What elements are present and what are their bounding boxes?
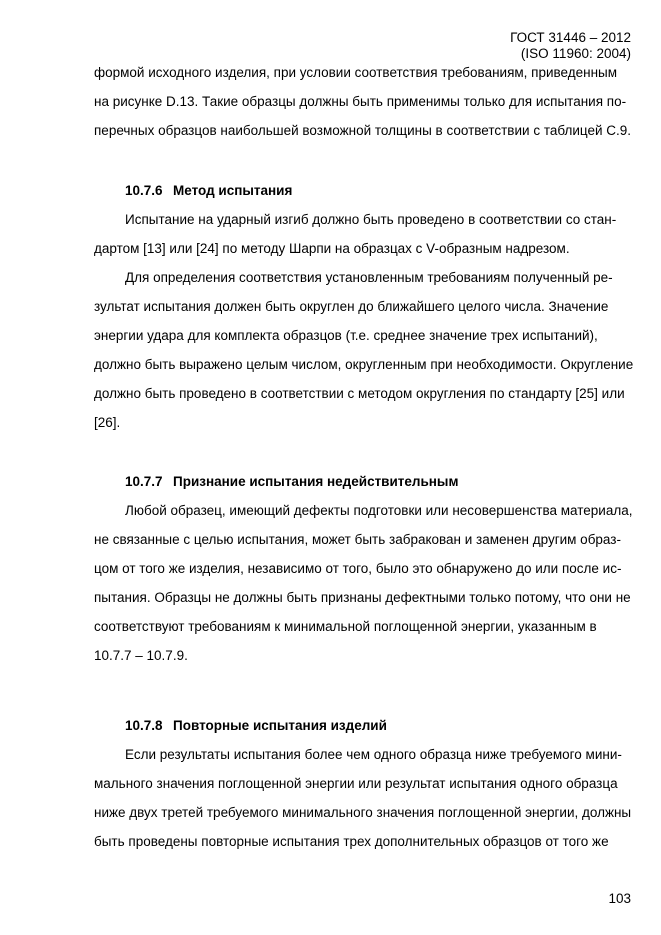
- section-number: 10.7.7: [125, 474, 163, 489]
- text-line: мального значения поглощенной энергии или результат испытания одного образца: [94, 776, 618, 791]
- section-heading-10-7-8: [125, 718, 387, 734]
- text-line: не связанные с целью испытания, может быть забракован и заменен другим образ-: [94, 532, 621, 547]
- text-line: ниже двух третей требуемого минимального значения поглощенной энергии, должны: [94, 805, 632, 820]
- text-line: перечных образцов наибольшей возможной толщины в соответствии с таблицей С.9.: [94, 123, 632, 138]
- section-heading-10-7-7: [125, 474, 458, 490]
- text-line: должно быть выражено целым числом, округленным при необходимости. Округление: [94, 357, 634, 372]
- text-line: должно быть проведено в соответствии с методом округления по стандарту [25] или: [94, 386, 625, 401]
- section-title: Признание испытания недействительным: [173, 474, 459, 489]
- text-line: 10.7.7 – 10.7.9.: [94, 648, 188, 663]
- section-title: Метод испытания: [173, 183, 293, 198]
- text-line: цом от того же изделия, независимо от того, было это обнаружено до или после ис-: [94, 561, 622, 576]
- section-number: 10.7.8: [125, 718, 163, 733]
- text-line: быть проведены повторные испытания трех дополнительных образцов от того же: [94, 834, 609, 849]
- text-line: энергии удара для комплекта образцов (т.е. среднее значение трех испытаний),: [94, 328, 598, 343]
- text-line: на рисунке D.13. Такие образцы должны быть применимы только для испытания по-: [94, 94, 627, 109]
- document-iso-header: (ISO 11960: 2004): [520, 46, 631, 61]
- document-standard-header: ГОСТ 31446 – 2012: [510, 30, 631, 45]
- text-line: пытания. Образцы не должны быть признаны дефектными только потому, что они не: [94, 590, 631, 605]
- text-line: Если результаты испытания более чем одного образца ниже требуемого мини-: [125, 747, 622, 762]
- text-line: [26].: [94, 415, 121, 430]
- text-line: формой исходного изделия, при условии соответствия требованиям, приведенным: [94, 65, 618, 80]
- page-number: 103: [608, 891, 631, 906]
- section-heading-10-7-6: [125, 183, 292, 199]
- text-line: зультат испытания должен быть округлен до ближайшего целого числа. Значение: [94, 299, 609, 314]
- text-line: Любой образец, имеющий дефекты подготовки или несовершенства материала,: [125, 503, 633, 518]
- text-line: соответствуют требованиям к минимальной поглощенной энергии, указанным в: [94, 619, 597, 634]
- text-line: Для определения соответствия установленным требованиям полученный ре-: [125, 270, 613, 285]
- section-number: 10.7.6: [125, 183, 163, 198]
- text-line: дартом [13] или [24] по методу Шарпи на образцах с V-образным надрезом.: [94, 241, 570, 256]
- text-line: Испытание на ударный изгиб должно быть проведено в соответствии со стан-: [125, 212, 617, 227]
- section-title: Повторные испытания изделий: [173, 718, 387, 733]
